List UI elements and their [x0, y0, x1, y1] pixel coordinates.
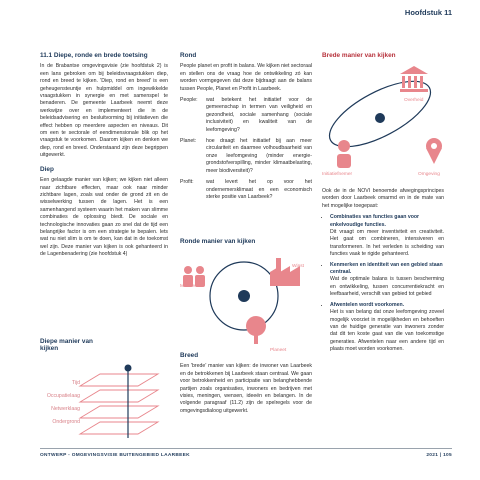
government-icon [400, 66, 428, 92]
layer-shape-ondergrond [80, 422, 158, 434]
intro-paragraph: In de Brabantse omgevingsvisie (zie hoofdstuk 2) is een lans gebroken om bij beleidsvraagstukken diep, rond en breed te kijken. 'Diep, rond en breed' is een geheugensteuntje en hulpmiddel om ingewikkelde vraagstukken in synergie en met samenspel te benaderen. De gemeente Laarbeek neemt deze werkwijze over en implementeert die in de beleidsadvisering en besluitvorming bij initiatieven die effect hebben op meerdere aspecten en niveaus. Dit om een te sectorale of eendimensionale blik op het vraagstuk te voorkomen. Daarom kijken en denken we diep, rond en breed. Onderstaand zijn deze begrippen uitgewerkt. [40, 63, 168, 159]
label-profit: Winst [292, 264, 304, 269]
page-number: 2021 | 105 [426, 453, 452, 458]
definition-profit: Profit: wat levert het op voor het ondernemersklimaat en een economisch sterke positie van Laarbeek? [180, 179, 312, 200]
brede-triangle-diagram [322, 60, 452, 178]
dot-icon [125, 365, 132, 372]
breed-heading: Breed [180, 352, 199, 359]
layer-label: Occupatielaag [46, 393, 80, 399]
label-planet: Planeet [270, 348, 287, 353]
list-item: • Afwentelen wordt voorkomen. Het is van belang dat onze leefomgeving zoveel mogelijk voorziet in mogelijkheden en behoeften van de huidige generatie van inwoners zonder dat dit ten koste gaat van die van toekomstige generaties. Afwentelen naar een andere tijd en plaats moet worden voorkomen. [330, 302, 444, 354]
brede-diagram-title: Brede manier van kijken [322, 52, 396, 59]
initiator-icon [337, 140, 351, 168]
column-middle [180, 52, 312, 205]
chapter-header: Hoofdstuk 11 [404, 8, 452, 17]
rond-heading: Rond [180, 52, 197, 59]
section-heading: 11.1 Diepe, ronde en brede toetsing [40, 52, 148, 59]
breed-paragraph: Een 'brede' manier van kijken: de inwoner van Laarbeek en de betrokkenen bij Laarbeek staan centraal. We gaan voor betrokkenheid en participatie van belanghebbende partijen zoals organisaties, inwoners en bedrijven met visies, meningen, wensen, ideeën en belangen. In de volgende paragraaf (11.2) zijn de spelregels voor de omgevingsdialoog uitgewerkt. [180, 363, 312, 414]
factory-icon [270, 258, 300, 286]
diep-paragraph: Een gelaagde manier van kijken; we kijken niet alleen naar zichtbare effecten, maar ook naar minder zichtbare lagen, zoals wat onder de grond zit en de wisselwerking tussen de lagen. Het is een samenhangend systeem waarin het maken van slimme combinaties de oplossing biedt. De sociale en technologische innovaties gaan zo snel dat de tijd een belangrijke factor is om een strategie te bepalen. Iets wat nu niet slim is om te doen, kan dat in de toekomst wel zijn. Deze manier van kijken is ook gehanteerd in de Lagenbenadering (zie hoofdstuk 4) [40, 177, 168, 258]
definition-people: People: wat betekent het initiatief voor de gemeenschap in termen van veiligheid en gezondheid, sociale samenhang (sociale inclusiviteit) en kwaliteit van de leefomgeving? [180, 97, 312, 133]
breed-section [180, 352, 312, 419]
dot-icon [238, 290, 250, 302]
layer-label: Tijd [71, 380, 80, 386]
diep-heading: Diep [40, 165, 54, 173]
diepe-diagram-title: Diepe manier van kijken [40, 338, 93, 352]
label-initiatief: Initiatiefnemer [322, 172, 353, 177]
tree-icon [246, 316, 266, 344]
layer-label: Netwerklaag [51, 406, 80, 412]
layer-label: Ondergrond [52, 419, 80, 425]
layer-shape-tijd [80, 374, 158, 386]
ronde-diagram-title: Ronde manier van kijken [180, 238, 256, 245]
list-item: • Kenmerken en identiteit van een gebied staan centraal. Wat de optimale balans is tussen bescherming en ontwikkeling, tussen concurrentiekracht en leefbaarheid, verschilt van gebied tot gebied [330, 262, 444, 299]
definition-planet: Planet: hoe draagt het initiatief bij aan meer circulariteit en daarmee volhoudbaarheid van onze leefomgeving (minder energie- grondstofverspilling, minder klimaatbelasting, meer biodiversiteit)? [180, 138, 312, 174]
column-right [322, 188, 444, 357]
dot-icon [375, 113, 385, 123]
label-people: Mensen [180, 284, 198, 289]
column-left [40, 52, 168, 263]
layer-labels [40, 380, 80, 432]
footer-title: ONTWERP - OMGEVINGSVISIE BUITENGEBIED LAARBEEK [40, 453, 190, 458]
location-pin-icon [426, 138, 442, 164]
label-overheid: Overheid [404, 98, 424, 103]
layer-shape-netwerk [80, 406, 158, 418]
rond-paragraph: People planet en profit in balans. We kijken niet sectoraal en stellen ons de vraag hoe de ontwikkeling zó kan worden vormgegeven dat deze bijdraagt aan de balans tussen People, Planet en Profit in Laarbeek. [180, 63, 312, 92]
label-omgeving: Omgeving [418, 172, 440, 177]
principles-list [322, 214, 444, 353]
page-footer [40, 448, 452, 458]
novi-intro: Ook de in de NOVI benoemde afwegingsprincipes worden door Laarbeek omarmd en in de mate van het mogelijke toegepast: [322, 188, 444, 209]
layer-shape-occupatie [80, 390, 158, 402]
list-item: • Combinaties van functies gaan voor enkelvoudige functies. Dit vraagt om meer inventiviteit en creativiteit. Het gaat om combineren, intensiveren en transformeren. In het verleden is scheiding van functies vaak te rigide gehanteerd. [330, 214, 444, 258]
